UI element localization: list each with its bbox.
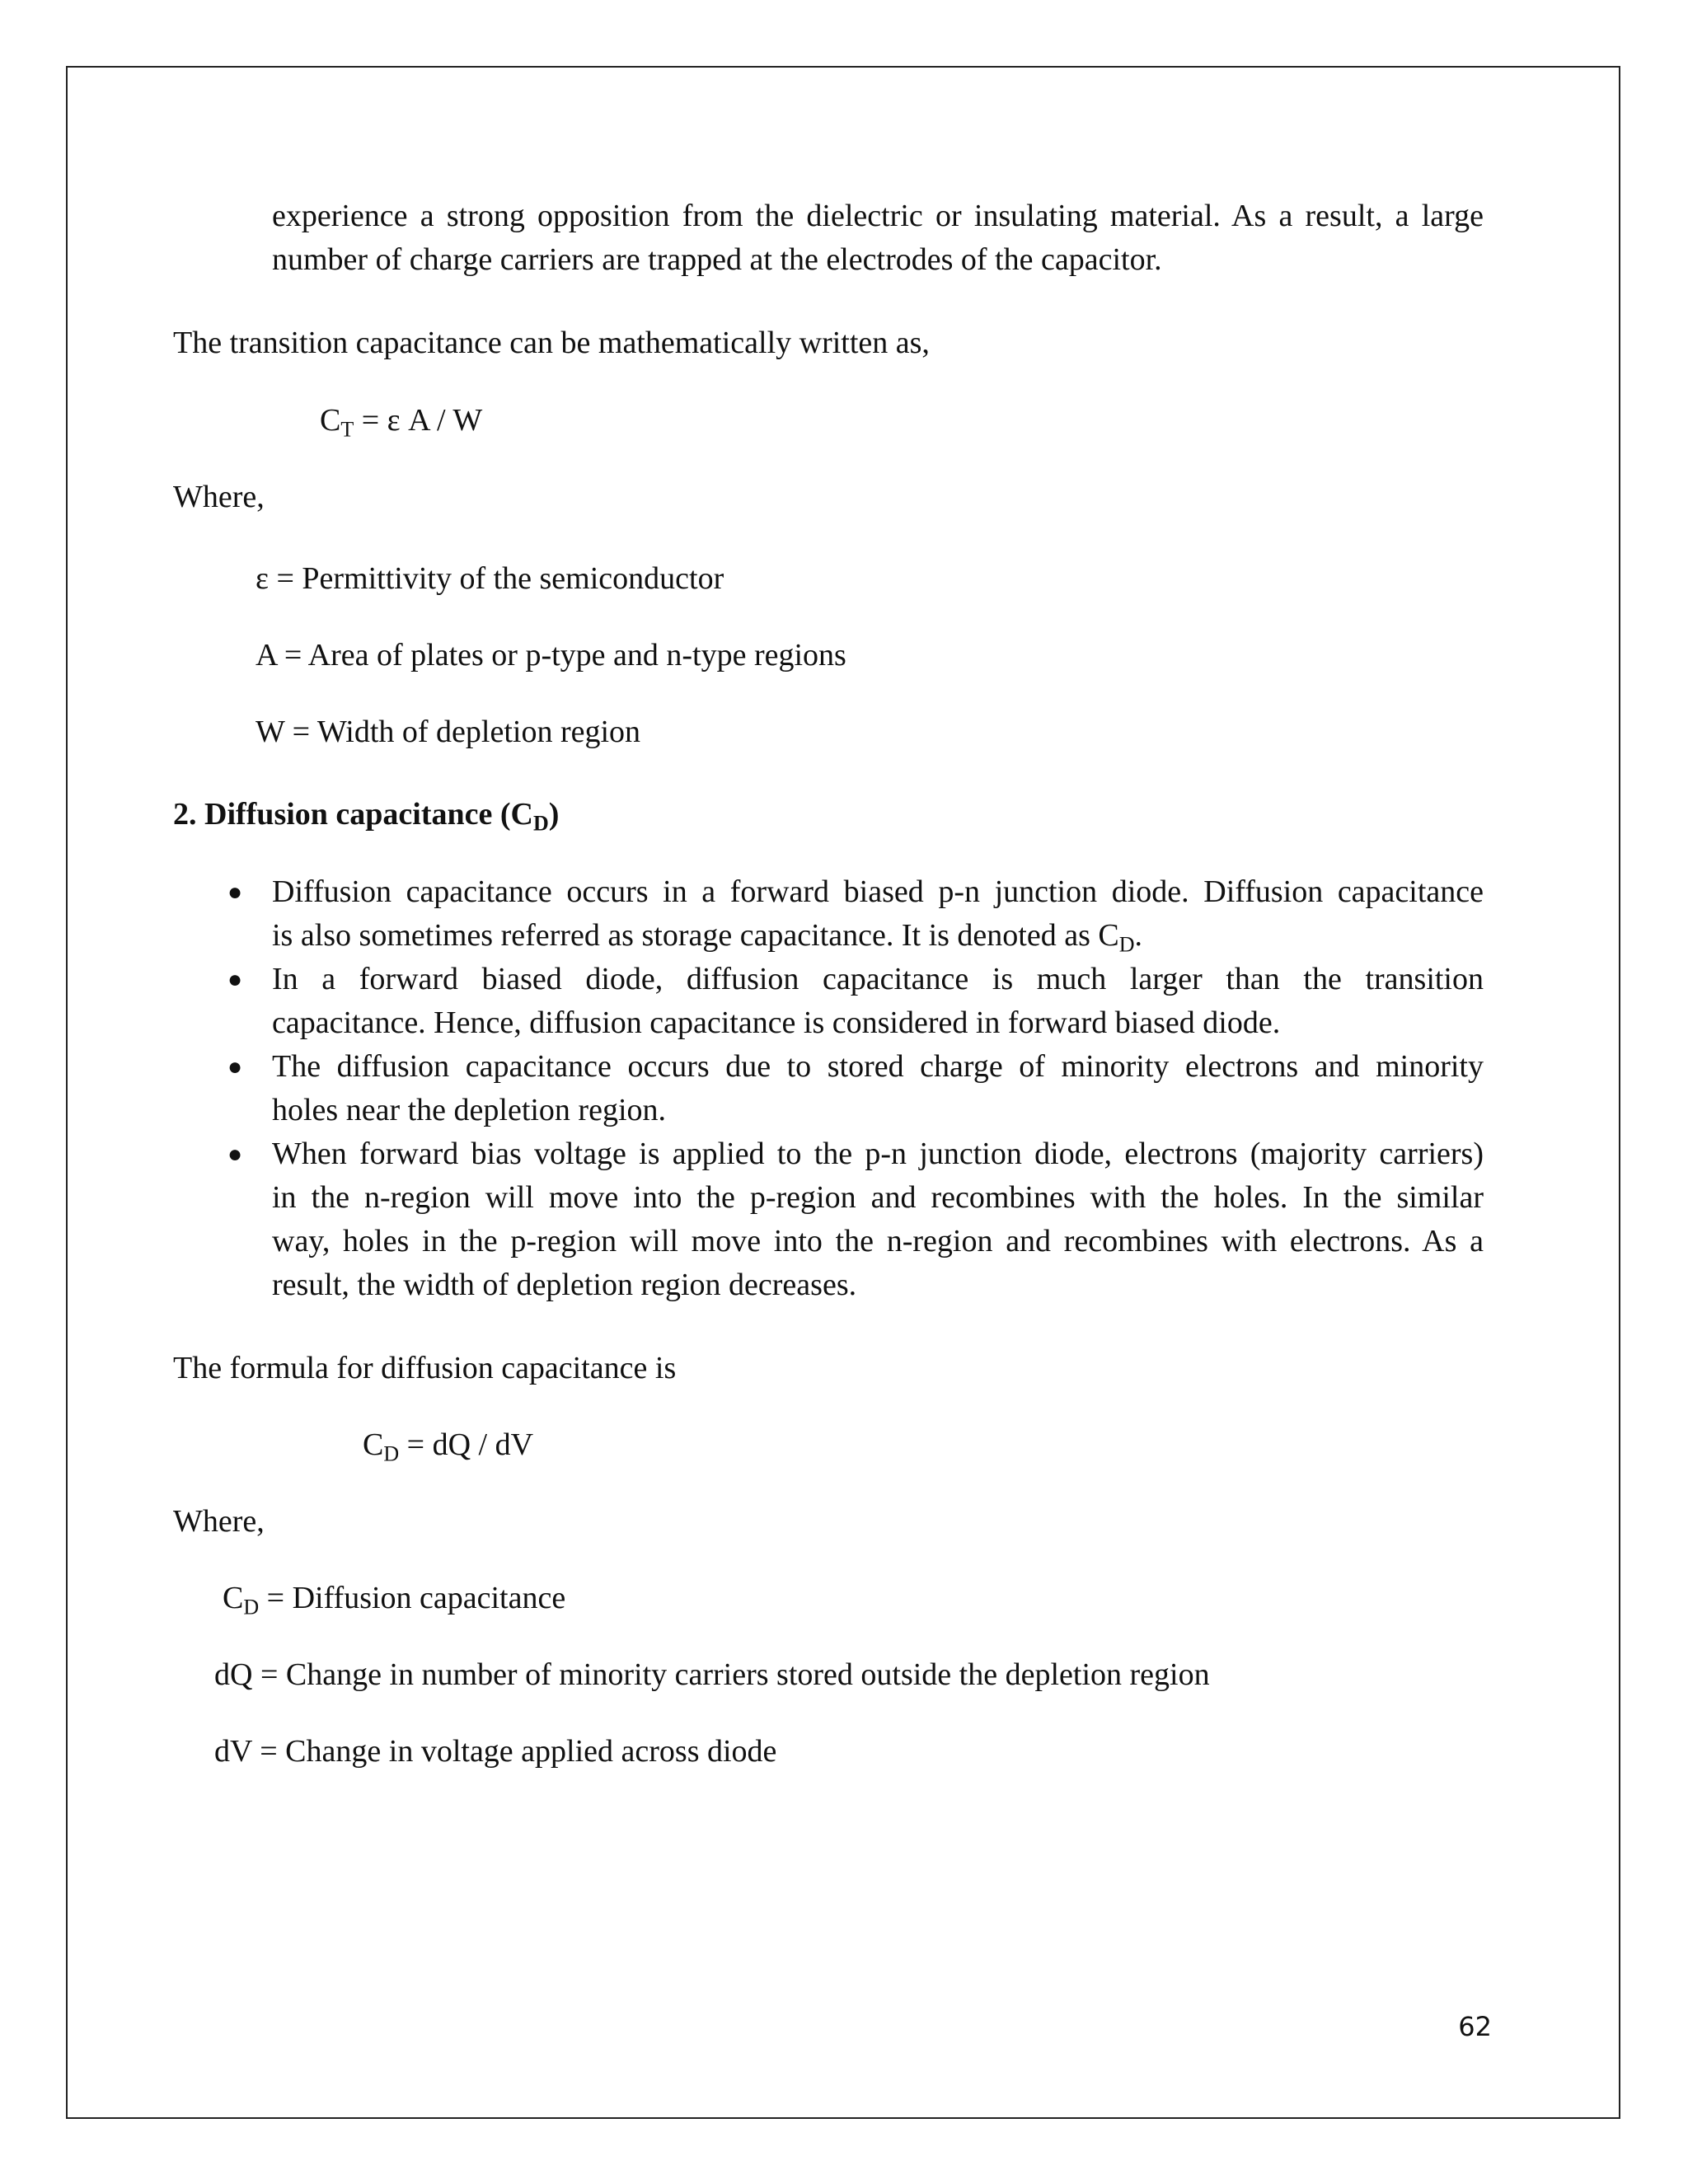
bullet-1-subscript: D	[1118, 932, 1135, 957]
formula-ct-expression: = ε A / W	[354, 403, 483, 438]
transition-formula	[320, 399, 482, 443]
diffusion-where: Where,	[173, 1504, 265, 1539]
def-dq: dQ = Change in number of minority carriers stored outside the depletion region	[214, 1657, 1210, 1692]
def-cd-text: = Diffusion capacitance	[259, 1581, 566, 1615]
bullet-4-line-1: When forward bias voltage is applied to the p-n junction diode, electrons (majority carriers)	[272, 1137, 1484, 1171]
bullet-4-line-3: way, holes in the p-region will move into the n-region and recombines with electrons. As a	[272, 1224, 1484, 1258]
bullet-1-text: is also sometimes referred as storage capacitance. It is denoted as C	[272, 918, 1119, 953]
continuation-line-2: number of charge carriers are trapped at the electrodes of the capacitor.	[272, 242, 1162, 277]
formula-ct-subscript: T	[340, 417, 354, 442]
transition-where: Where,	[173, 480, 265, 514]
heading-subscript: D	[532, 811, 549, 836]
bullet-1-line-1: Diffusion capacitance occurs in a forward biased p-n junction diode. Diffusion capacitance	[272, 874, 1484, 909]
bullet-4-line-4: result, the width of depletion region decreases.	[272, 1268, 857, 1302]
diffusion-formula	[363, 1423, 533, 1467]
heading-close: )	[548, 797, 560, 832]
def-cd-subscript: D	[243, 1595, 260, 1619]
bullet-marker: ●	[227, 1141, 243, 1168]
bullet-1-period: .	[1134, 918, 1143, 953]
formula-cd-symbol: C	[363, 1427, 384, 1462]
continuation-line-1: experience a strong opposition from the dielectric or insulating material. As a result, a large	[272, 199, 1484, 233]
def-permittivity: ε = Permittivity of the semiconductor	[256, 561, 724, 596]
formula-ct-symbol: C	[320, 403, 341, 438]
bullet-3-line-1: The diffusion capacitance occurs due to stored charge of minority electrons and minority	[272, 1049, 1484, 1084]
def-cd-symbol: C	[223, 1581, 244, 1615]
def-diffusion-capacitance	[223, 1577, 565, 1620]
bullet-1-line-2	[272, 914, 1142, 958]
bullet-3-line-2: holes near the depletion region.	[272, 1093, 667, 1127]
def-area: A = Area of plates or p-type and n-type regions	[256, 638, 846, 673]
formula-cd-subscript: D	[383, 1441, 400, 1466]
def-width: W = Width of depletion region	[256, 715, 641, 749]
def-dv: dV = Change in voltage applied across diode	[214, 1734, 777, 1769]
section-heading-diffusion	[173, 793, 559, 837]
bullet-2-line-1: In a forward biased diode, diffusion capacitance is much larger than the transition	[272, 962, 1484, 996]
bullet-2-line-2: capacitance. Hence, diffusion capacitance is considered in forward biased diode.	[272, 1005, 1281, 1040]
heading-text: 2. Diffusion capacitance (C	[173, 797, 533, 832]
diffusion-intro: The formula for diffusion capacitance is	[173, 1351, 677, 1385]
formula-cd-expression: = dQ / dV	[399, 1427, 534, 1462]
bullet-4-line-2: in the n-region will move into the p-region and recombines with the holes. In the similar	[272, 1180, 1484, 1215]
page-number: 62	[1458, 2011, 1492, 2042]
transition-intro: The transition capacitance can be mathematically written as,	[173, 326, 930, 360]
bullet-marker: ●	[227, 966, 243, 993]
bullet-marker: ●	[227, 879, 243, 906]
bullet-marker: ●	[227, 1053, 243, 1080]
